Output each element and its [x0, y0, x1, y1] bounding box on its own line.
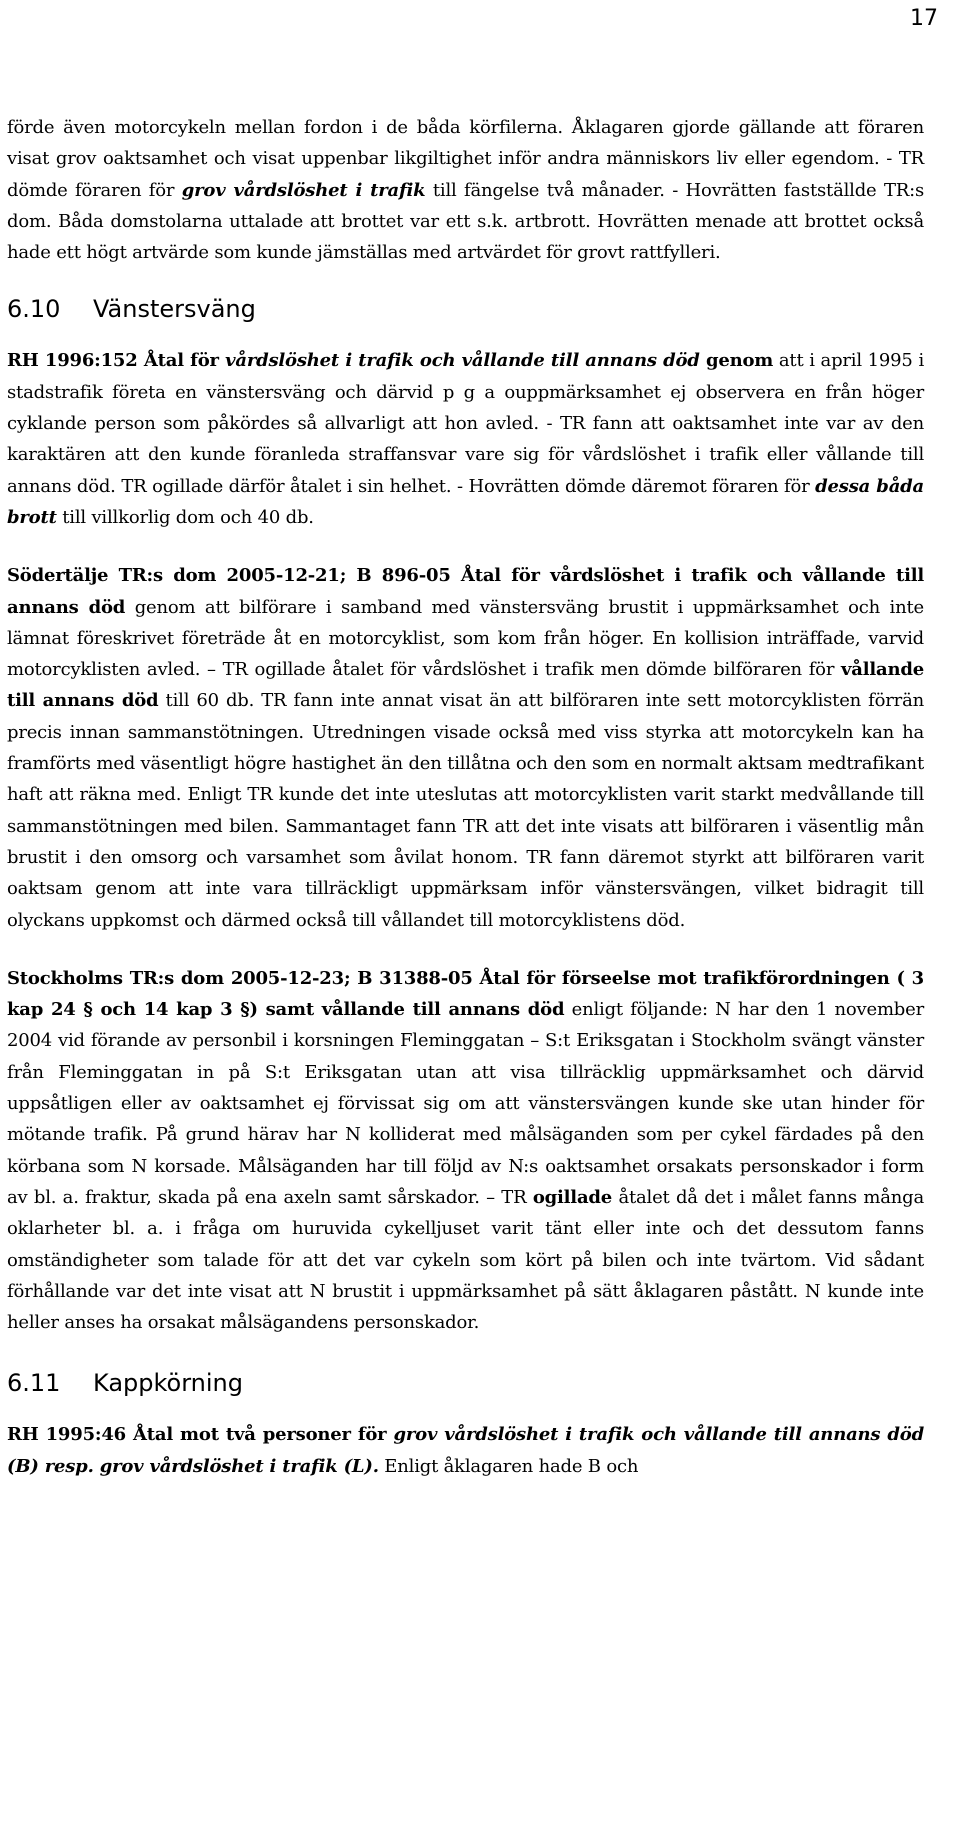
emphasis-text: ogillade [532, 1186, 613, 1208]
case-reference: RH 1995:46 Åtal mot två personer för [7, 1424, 394, 1446]
text-run: Enligt åklagaren hade B och [378, 1455, 639, 1477]
text-run: genom [699, 350, 774, 372]
paragraph-rh-1996 [7, 345, 924, 533]
text-run: genom att bilförare i samband med vänstersväng brustit i uppmärksamhet och inte lämnat föreskrivet företräde åt en motorcyklist, som kom från höger. En kollision inträffade, varvid motorcyklisten avled. – TR ogillade åtalet för vårdslöshet i trafik men dömde bilföraren för [7, 596, 924, 681]
paragraph-sodertalje [7, 560, 924, 936]
emphasis-text: dessa båda brott [7, 475, 925, 528]
text-run: förde även motorcykeln mellan fordon i de båda körfilerna. Åklagaren gjorde gällande att föraren visat grov oaktsamhet och visat uppenbar likgiltighet inför andra människors liv eller egendom. - TR dömde föraren för [7, 117, 924, 201]
paragraph-rh-1995 [7, 1419, 924, 1482]
page-content [7, 112, 924, 1482]
section-heading-6-11 [7, 1368, 924, 1399]
text-run: enligt följande: N har den 1 november 2004 vid förande av personbil i korsningen Fleminggatan – S:t Eriksgatan i Stockholm svängt vänster från Fleminggatan in på S:t Eriksgatan utan att visa tillräcklig uppmärksamhet och därvid uppsåtligen eller av oaktsamhet ej förvissat sig om att vänstersvängen kunde ske utan hinder för mötande trafik. På grund härav har N kolliderat med målsäganden som per cykel färdades på den körbana som N korsade. Målsäganden har till följd av N:s oaktsamhet orsakats personskador i form av bl. a. fraktur, skada på ena axeln samt sårskador. – TR [7, 999, 924, 1208]
emphasis-text: vållande till annans död [7, 659, 924, 712]
emphasis-text: grov vårdslöshet i trafik och vållande till annans död (B) resp. grov vårdslöshet i trafik (L). [7, 1424, 924, 1477]
section-title: Vänstersväng [93, 295, 256, 324]
case-reference: RH 1996:152 Åtal för [7, 350, 226, 372]
case-reference: Stockholms TR:s dom 2005-12-23; B 31388-05 Åtal för förseelse mot trafikförordningen ( 3 kap 24 § och 14 kap 3 §) samt vållande till annans död [7, 967, 924, 1021]
text-run: till fängelse två månader. - Hovrätten fastställde TR:s dom. Båda domstolarna uttalade att brottet var ett s.k. artbrott. Hovrätten menade att brottet också hade ett högt artvärde som kunde jämställas med artvärdet för grovt rattfylleri. [7, 179, 925, 264]
text-run: till villkorlig dom och 40 db. [56, 506, 314, 528]
text-run: att i april 1995 i stadstrafik företa en vänstersväng och därvid p g a ouppmärksamhet ej observera en från höger cyklande person som påkördes så allvarligt att hon avled. - TR fann att oaktsamhet inte var av den karaktären att den kunde föranleda straffansvar vare sig för vårdslöshet i trafik eller vållande till annans död. TR ogillade därför åtalet i sin helhet. - Hovrätten dömde däremot föraren för [7, 350, 924, 497]
section-number: 6.11 [7, 1369, 61, 1398]
paragraph-stockholm [7, 963, 924, 1339]
paragraph-intro [7, 112, 924, 268]
text-run: till 60 db. TR fann inte annat visat än att bilföraren inte sett motorcyklisten förrän precis innan sammanstötningen. Utredningen visade också med viss styrka att motorcykeln kan ha framförts med väsentligt högre hastighet än den tillåtna och den som en normalt aktsam medtrafikant haft att räkna med. Enligt TR kunde det inte uteslutas att motorcyklisten varit starkt medvållande till sammanstötningen med bilen. Sammantaget fann TR att det inte visats att bilföraren i väsentlig mån brustit i den omsorg och varsamhet som åvilat honom. TR fann däremot styrkt att bilföraren varit oaktsam genom att inte vara tillräckligt uppmärksam inför vänstersvängen, vilket bidragit till olyckans uppkomst och därmed också till vållandet till motorcyklistens död. [7, 690, 924, 931]
section-number: 6.10 [7, 295, 61, 324]
section-title: Kappkörning [93, 1369, 243, 1398]
page-number: 17 [910, 6, 938, 31]
text-run: åtalet då det i målet fanns många oklarheter bl. a. i fråga om huruvida cykelljuset varit tänt eller inte och det dessutom fanns omständigheter som talade för att det var cykeln som kört på bilen och inte tvärtom. Vid sådant förhållande var det inte visat att N brustit i uppmärksamhet på sätt åklagaren påstått. N kunde inte heller anses ha orsakat målsägandens personskador. [7, 1186, 924, 1334]
emphasis-text: grov vårdslöshet i trafik [181, 179, 426, 201]
case-reference: Södertälje TR:s dom 2005-12-21; B 896-05 Åtal för vårdslöshet i trafik och vållande till annans död [7, 565, 924, 618]
emphasis-text: vårdslöshet i trafik och vållande till annans död [225, 350, 700, 372]
section-heading-6-10 [7, 294, 924, 325]
